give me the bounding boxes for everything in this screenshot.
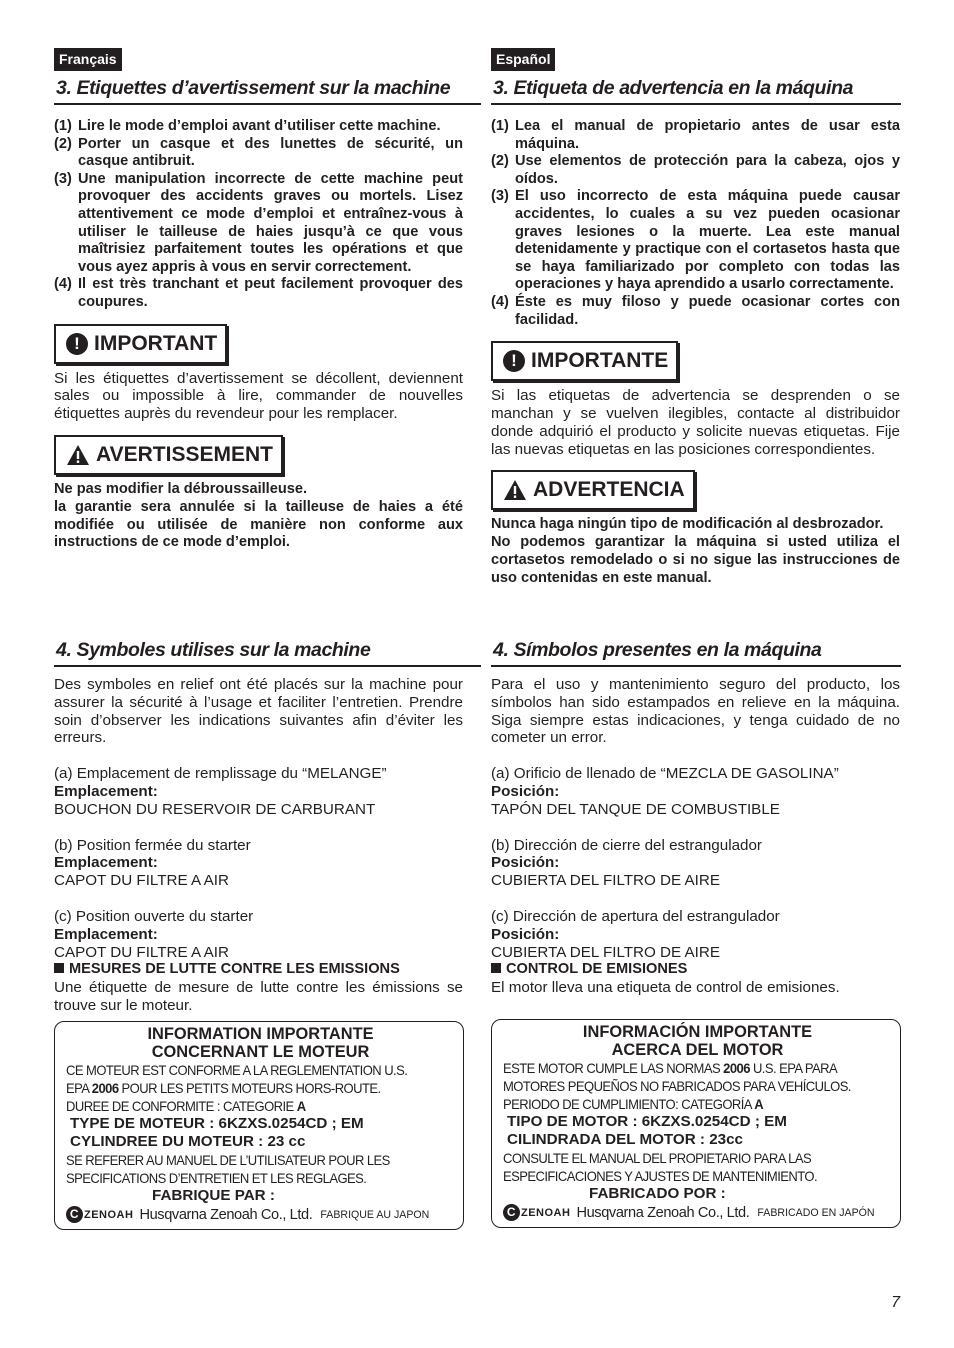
language-tag: Français	[54, 48, 122, 71]
important-callout	[491, 341, 678, 381]
list-item: (4) Éste es muy filoso y puede ocasionar cortes con facilidad.	[491, 293, 900, 328]
section-3-title: 3. Etiquettes d’avertissement sur la machine	[54, 76, 481, 105]
section-4-title: 4. Símbolos presentes en la máquina	[491, 638, 901, 667]
column-french	[54, 48, 463, 1223]
exclamation-icon: !	[66, 333, 88, 355]
list-item: (1) Lire le mode d’emploi avant d’utiliser cette machine.	[54, 118, 441, 134]
page-number: 7	[891, 1294, 900, 1311]
list-item: (3) El uso incorrecto de esta máquina puede causar accidentes, lo cuales a su vez pueden ocasionar graves lesiones o la muerte. Lea este manual detenidamente y practique con el cortasetos hasta que se haya familiarizado por completo con todas las operaciones y haya aprendido a usarlo correctamente.	[491, 188, 900, 293]
engine-info-label: INFORMACIÓN IMPORTANTE ACERCA DEL MOTOR ESTE MOTOR CUMPLE LAS NORMAS 2006 U.S. EPA PARA MOTORES PEQUEÑOS NO FABRICADOS PARA VEHÍCULOS. PERIODO DE CUMPLIMIENTO: CATEGORÍA A TIPO DE MOTOR : 6KZXS.0254CD ; EM CILINDRADA DEL MOTOR : 23cc CONSULTE EL MANUAL DEL PROPIETARIO PARA LAS ESPECIFICACIONES Y AJUSTES DE MANTENIMIENTO. FABRICADO POR : C ZENOAH Husqvarna Zenoah Co., Ltd. FABRICADO EN JAPÓN	[491, 1019, 901, 1228]
symbol-item: (c) Dirección de apertura del estrangulador Posición: CUBIERTA DEL FILTRO DE AIRE	[491, 907, 780, 961]
zenoah-logo: C ZENOAH	[503, 1204, 570, 1221]
emissions-heading: MESURES DE LUTTE CONTRE LES EMISSIONS	[54, 961, 463, 979]
engine-info-label: INFORMATION IMPORTANTE CONCERNANT LE MOTEUR CE MOTEUR EST CONFORME A LA REGLEMENTATION U.S. EPA 2006 POUR LES PETITS MOTEURS HORS-ROUTE. DUREE DE CONFORMITE : CATEGORIE A TYPE DE MOTEUR : 6KZXS.0254CD ; EM CYLINDREE DU MOTEUR : 23 cc SE REFERER AU MANUEL DE L’UTILISATEUR POUR LES SPECIFICATIONS D’ENTRETIEN ET LES REGLAGES. FABRIQUE PAR : C ZENOAH Husqvarna Zenoah Co., Ltd. FABRIQUE AU JAPON	[54, 1021, 464, 1230]
symbols-intro: Des symboles en relief ont été placés sur la machine pour assurer la sécurité à l’usage et faciliter l’entretien. Prendre soin d’observer les indications suivantes afin d’éviter les erreurs.	[54, 676, 463, 747]
exclamation-icon: !	[503, 350, 525, 372]
zenoah-logo: C ZENOAH	[66, 1206, 133, 1223]
list-item: (1) Lea el manual de propietario antes de usar esta máquina.	[491, 118, 900, 152]
important-text: Si las etiquetas de advertencia se desprenden o se manchan y se vuelven ilegibles, contacte al distribuidor donde adquirió el producto y solicite nuevas etiquetas. Fije las nuevas etiquetas en las posiciones correspondientes.	[491, 387, 900, 458]
symbol-item: (a) Orificio de llenado de “MEZCLA DE GASOLINA” Posición: TAPÓN DEL TANQUE DE COMBUSTIBLE	[491, 765, 839, 818]
warning-list	[54, 118, 463, 312]
symbol-item: (b) Position fermée du starter Emplacement: CAPOT DU FILTRE A AIR	[54, 836, 251, 890]
list-item: (2) Porter un casque et des lunettes de sécurité, un casque antibruit.	[54, 135, 463, 170]
square-bullet-icon	[54, 963, 64, 973]
emissions-text: Une étiquette de mesure de lutte contre les émissions se trouve sur le moteur.	[54, 979, 463, 1014]
important-label: IMPORTANT	[94, 331, 218, 355]
emissions-heading: CONTROL DE EMISIONES	[491, 961, 900, 979]
important-text: Si les étiquettes d’avertissement se décollent, deviennent sales ou impossible à lire, commander de nouvelles étiquettes auprès du revendeur pour les remplacer.	[54, 369, 463, 423]
warning-text-2: la garantie sera annulée si la tailleuse de haies a été modifiée ou utilisée de manière non conforme aux instructions de ce mode d’emploi.	[54, 498, 463, 551]
section-3-title: 3. Etiqueta de advertencia en la máquina	[491, 76, 901, 105]
symbols-intro: Para el uso y mantenimiento seguro del producto, los símbolos han sido estampados en relieve en la máquina. Siga siempre estas indicaciones, y tenga cuidado de no cometer un error.	[491, 676, 900, 747]
symbol-item: (b) Dirección de cierre del estrangulador Posición: CUBIERTA DEL FILTRO DE AIRE	[491, 836, 762, 890]
warning-callout	[54, 435, 283, 475]
list-item: (4) Il est très tranchant et peut facilement provoquer des coupures.	[54, 276, 463, 310]
list-item: (3) Une manipulation incorrecte de cette machine peut provoquer des accidents graves ou mortels. Lisez attentivement ce mode d’emploi et entraînez-vous à utiliser le tailleuse de haies jusqu’à ce que vous maîtrisiez parfaitement toutes les opérations et que vous ayez appris à vous en servir correctement.	[54, 170, 463, 275]
important-callout	[54, 324, 227, 364]
symbol-item: (a) Emplacement de remplissage du “MELANGE” Emplacement: BOUCHON DU RESERVOIR DE CARBURANT	[54, 765, 387, 818]
language-tag: Español	[491, 48, 555, 71]
warning-list	[491, 118, 900, 329]
emissions-text: El motor lleva una etiqueta de control de emisiones.	[491, 979, 840, 997]
warning-text-1: Nunca haga ningún tipo de modificación al desbrozador.	[491, 516, 884, 533]
warning-callout	[491, 470, 695, 510]
warning-triangle-icon	[503, 479, 527, 501]
symbol-item: (c) Position ouverte du starter Emplacement: CAPOT DU FILTRE A AIR	[54, 907, 254, 961]
list-item: (2) Use elementos de protección para la cabeza, ojos y oídos.	[491, 153, 900, 187]
important-label: IMPORTANTE	[531, 349, 669, 373]
warning-triangle-icon	[66, 444, 90, 466]
warning-text-1: Ne pas modifier la débroussailleuse.	[54, 480, 308, 497]
column-spanish	[491, 48, 900, 1221]
warning-label: AVERTISSEMENT	[96, 442, 273, 466]
warning-text-2: No podemos garantizar la máquina si usted utiliza el cortasetos remodelado o si no sigue las instrucciones de uso contenidas en este manual.	[491, 534, 900, 586]
section-4-title: 4. Symboles utilises sur la machine	[54, 638, 481, 667]
square-bullet-icon	[491, 963, 501, 973]
warning-label: ADVERTENCIA	[533, 478, 685, 502]
